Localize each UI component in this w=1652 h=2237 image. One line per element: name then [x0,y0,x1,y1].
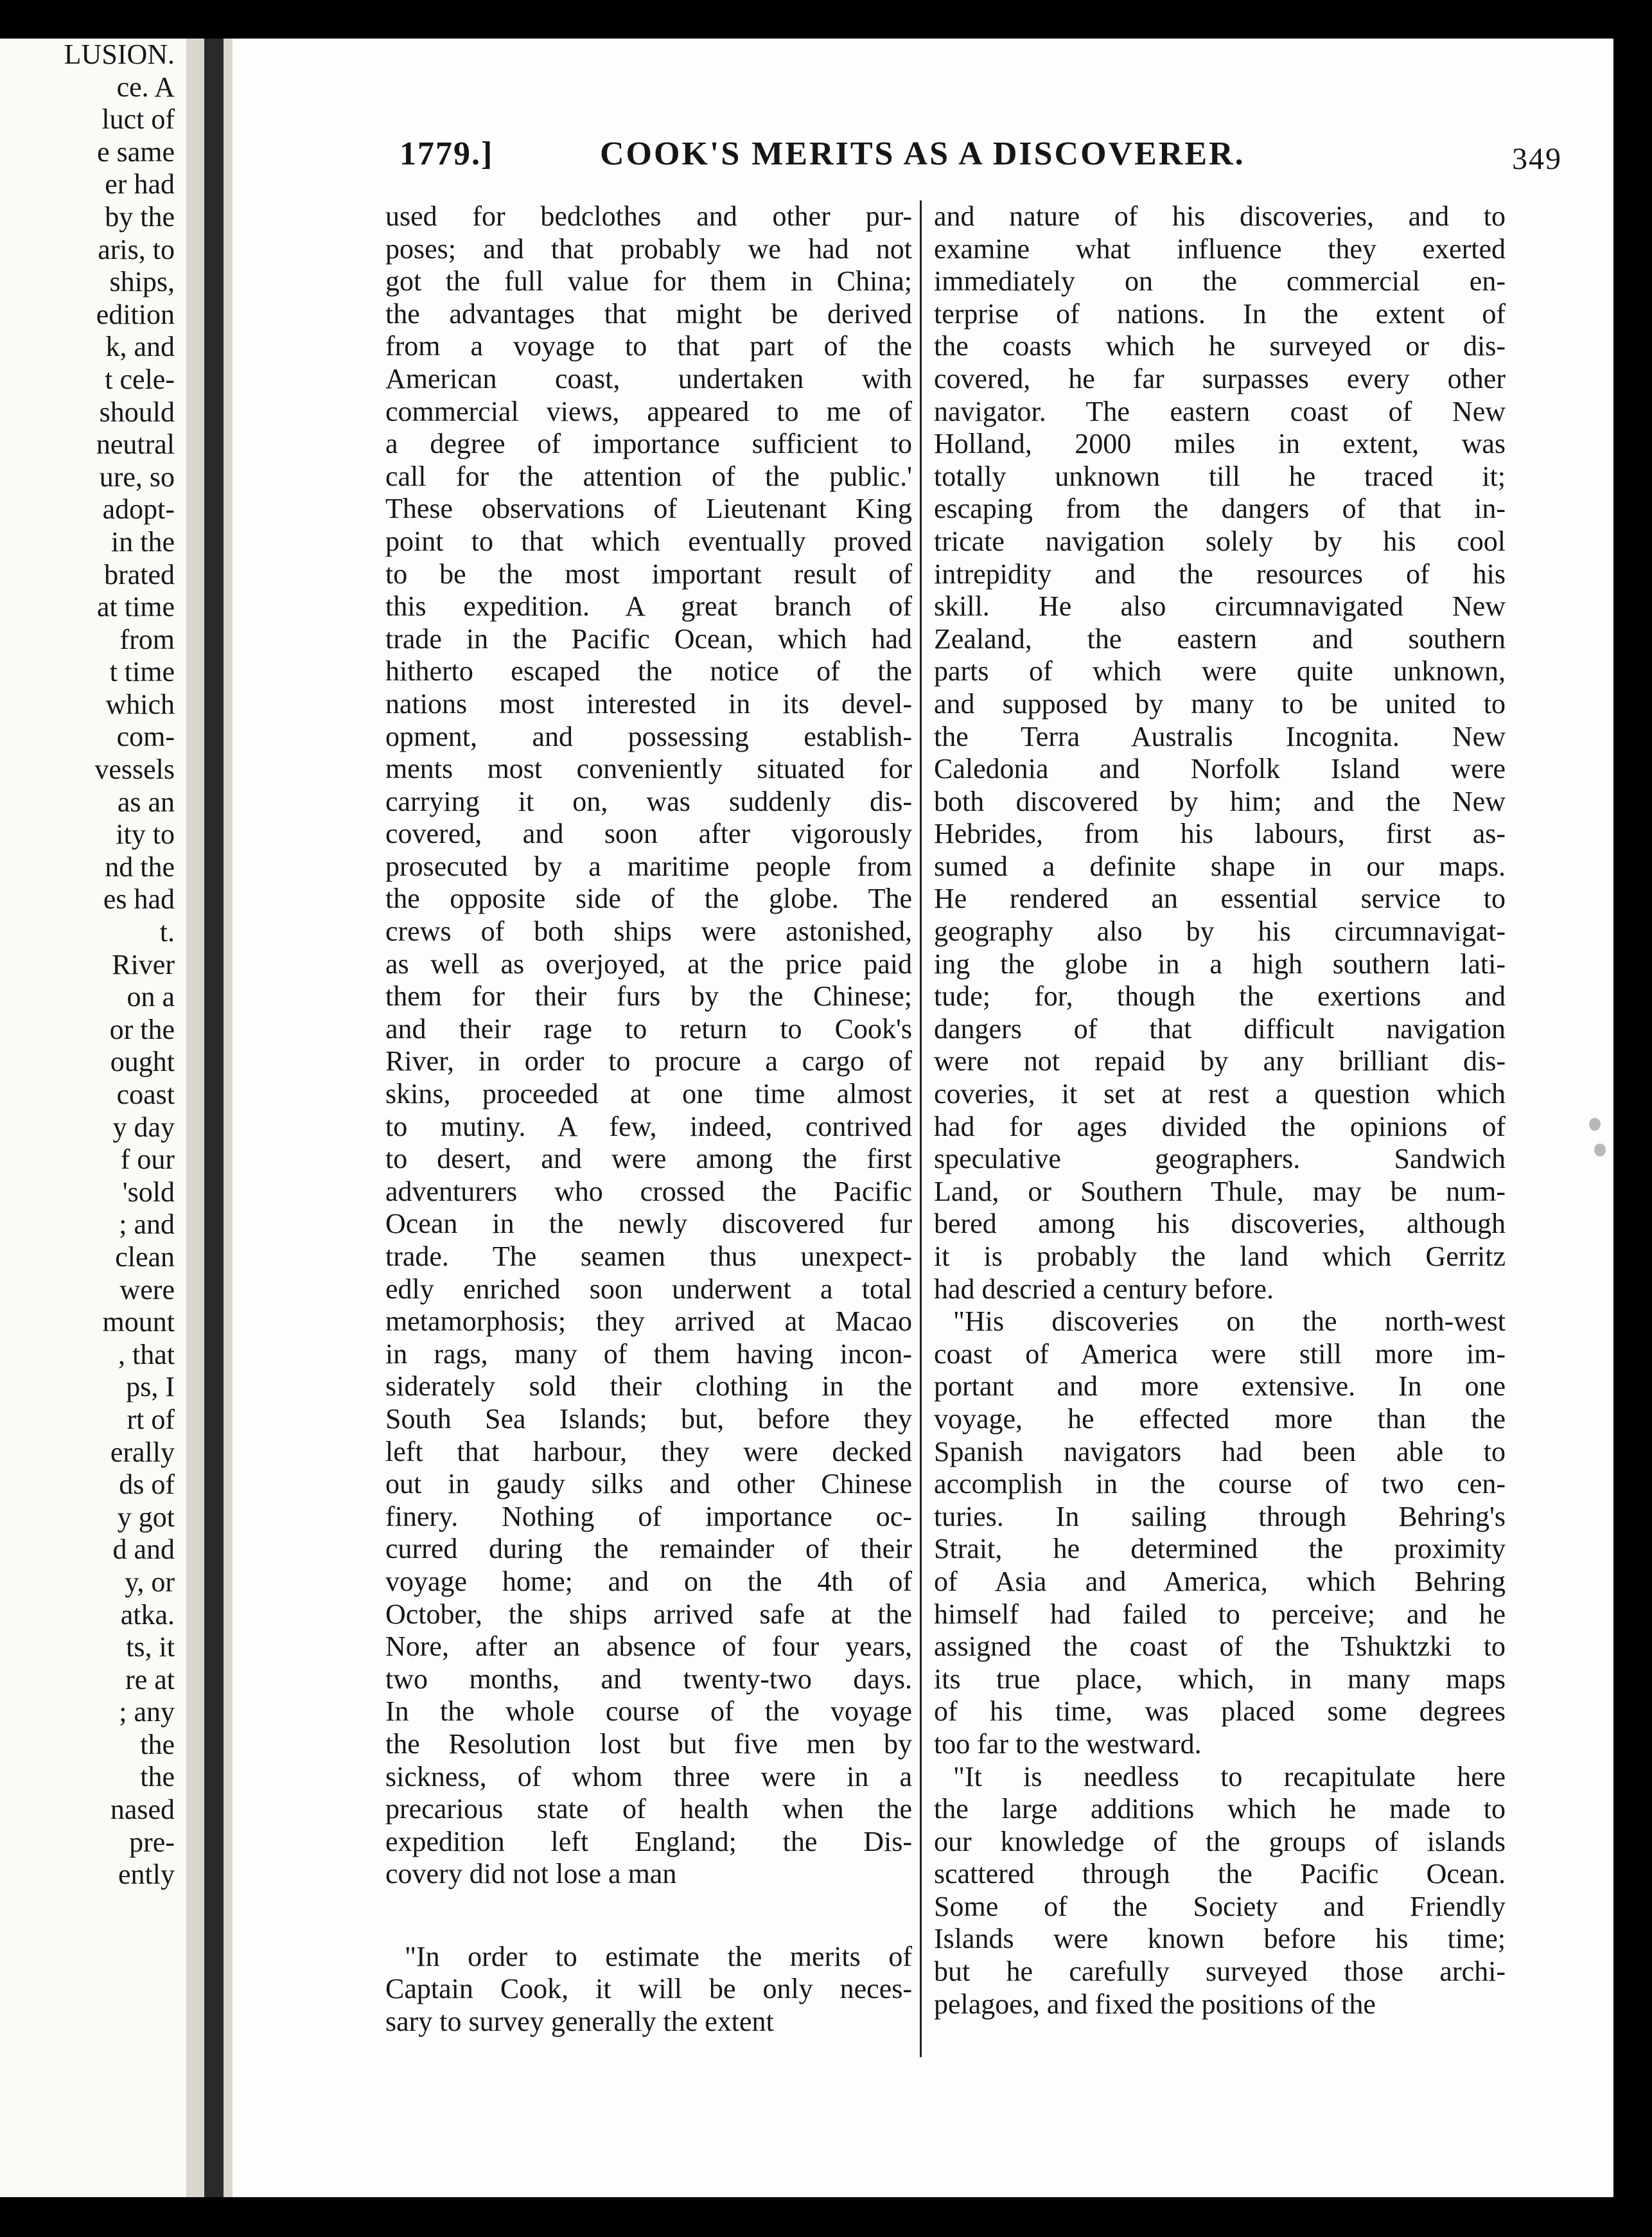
text-line: examine what influence they exerted [934,233,1506,265]
facing-page-line: by the [105,200,175,233]
facing-page-line: t time [109,656,175,688]
text-line: used for bedclothes and other pur- [385,200,912,232]
text-line: both discovered by him; and the New [934,785,1506,817]
text-line: Some of the Society and Friendly [934,1890,1506,1922]
facing-page-line: ; any [119,1696,175,1728]
text-line: and nature of his discoveries, and to [934,200,1506,232]
facing-page-line: nd the [105,851,175,883]
facing-page-line: clean [115,1241,175,1273]
facing-page-line: luct of [101,103,175,136]
text-line: American coast, undertaken with [385,362,912,394]
gutter-shadow [204,39,224,2197]
text-column-left [385,200,912,2038]
text-line: the opposite side of the globe. The [385,883,912,915]
text-line: intrepidity and the resources of his [934,558,1506,590]
text-line: had descried a century before. [934,1273,1274,1305]
text-line: sickness, of whom three were in a [385,1760,912,1792]
text-line: two months, and twenty-two days. [385,1663,912,1695]
facing-page-line: the [140,1761,175,1793]
facing-page-line: atka. [120,1598,175,1631]
facing-page-line: f our [120,1144,175,1176]
text-line: and their rage to return to Cook's [385,1012,912,1045]
text-line: Strait, he determined the proximity [934,1533,1506,1565]
text-line: its true place, which, in many maps [934,1663,1506,1695]
text-line: point to that which eventually proved [385,525,912,557]
text-line: South Sea Islands; but, before they [385,1402,912,1435]
text-line: opment, and possessing establish- [385,720,912,752]
facing-page-line: ts, it [126,1631,175,1663]
text-line: skins, proceeded at one time almost [385,1078,912,1110]
text-line: to be the most important result of [385,558,912,590]
text-line: nations most interested in its devel- [385,687,912,720]
page [233,39,1613,2197]
facing-page-line: er had [105,168,175,200]
scan-border-right [1613,0,1652,2237]
text-line: the coasts which he surveyed or dis- [934,330,1506,362]
text-line: trade in the Pacific Ocean, which had [385,623,912,655]
text-line: left that harbour, they were decked [385,1435,912,1467]
text-line: our knowledge of the groups of islands [934,1825,1506,1857]
text-line: Captain Cook, it will be only neces- [385,1973,912,2005]
facing-page-line: or the [109,1013,175,1045]
text-line: ing the globe in a high southern lati- [934,948,1506,980]
text-line: pelagoes, and fixed the positions of the [934,1988,1376,2020]
facing-page-line: y got [117,1501,175,1533]
text-line: dangers of that difficult navigation [934,1012,1506,1045]
text-line: coast of America were still more im- [934,1338,1506,1370]
text-line: as well as overjoyed, at the price paid [385,948,912,980]
facing-page-line: should [99,396,175,428]
facing-page-line: erally [110,1436,175,1468]
text-line: geography also by his circumnavigat- [934,915,1506,948]
text-line: himself had failed to perceive; and he [934,1598,1506,1630]
text-line: turies. In sailing through Behring's [934,1500,1506,1532]
facing-page-line: com- [116,721,175,753]
facing-page-line: ently [118,1859,175,1891]
text-line [385,1891,912,1941]
text-line: tricate navigation solely by his cool [934,525,1506,557]
header-title: COOK'S MERITS AS A DISCOVERER. [600,136,1245,172]
facing-page-line: as an [117,786,175,818]
text-line: speculative geographers. Sandwich [934,1143,1506,1175]
text-line: totally unknown till he traced it; [934,460,1506,492]
text-line: Hebrides, from his labours, first as- [934,818,1506,850]
text-line: escaping from the dangers of that in- [934,493,1506,525]
text-line: covery did not lose a man [385,1858,677,1890]
page-speck [1594,1144,1606,1156]
facing-page-line: which [105,688,175,720]
text-line: tude; for, though the exertions and [934,980,1506,1012]
text-line: from a voyage to that part of the [385,330,912,362]
text-line: October, the ships arrived safe at the [385,1598,912,1630]
facing-page-line: mount [102,1306,175,1338]
facing-page-line: rt of [127,1403,175,1435]
facing-page-line: ds of [119,1469,175,1501]
facing-page-line: brated [104,558,175,590]
text-line: He rendered an essential service to [934,883,1506,915]
text-line: adventurers who crossed the Pacific [385,1175,912,1207]
facing-page-line: , that [118,1338,175,1370]
facing-page-line: coast [116,1079,175,1110]
facing-page-line: ps, I [126,1371,175,1403]
facing-page-line: from [119,623,175,655]
facing-page-line: edition [96,298,175,330]
text-line: Spanish navigators had been able to [934,1435,1506,1467]
text-line: River, in order to procure a cargo of [385,1045,912,1077]
facing-page-line: d and [112,1534,175,1566]
text-line: precarious state of health when the [385,1793,912,1825]
text-line: carrying it on, was suddenly dis- [385,785,912,817]
text-line: Holland, 2000 miles in extent, was [934,428,1506,460]
facing-page-line: aris, to [98,233,175,265]
facing-page-line: es had [103,883,175,915]
text-line: this expedition. A great branch of [385,590,912,623]
facing-page-text [64,39,175,1891]
text-line: voyage, he effected more than the [934,1402,1506,1435]
text-line: poses; and that probably we had not [385,233,912,265]
facing-page-line: t cele- [105,363,175,395]
text-line: had for ages divided the opinions of [934,1110,1506,1142]
facing-page-line: ; and [119,1208,175,1241]
text-line: a degree of importance sufficient to [385,428,912,460]
text-line: the advantages that might be derived [385,297,912,330]
text-line: portant and more extensive. In one [934,1370,1506,1402]
text-line: parts of which were quite unknown, [934,655,1506,687]
text-line: "It is needless to recapitulate here [953,1760,1506,1792]
text-line: skill. He also circumnavigated New [934,590,1506,623]
facing-page-line: were [119,1273,175,1305]
text-line: "His discoveries on the north-west [953,1305,1506,1338]
text-line: assigned the coast of the Tshuktzki to [934,1631,1506,1663]
text-line: covered, he far surpasses every other [934,362,1506,394]
text-line: trade. The seamen thus unexpect- [385,1241,912,1272]
text-line: them for their furs by the Chinese; [385,980,912,1012]
facing-page-line: pre- [129,1826,175,1858]
facing-page-line: ought [110,1046,175,1078]
text-line: "In order to estimate the merits of [405,1940,912,1972]
column-rule [920,200,922,2057]
text-line: covered, and soon after vigorously [385,818,912,850]
text-line: bered among his discoveries, although [934,1208,1506,1240]
page-number: 349 [1512,142,1562,176]
text-line: Zealand, the eastern and southern [934,623,1506,655]
facing-page-line: River [112,948,175,980]
facing-page-line: on a [127,981,175,1013]
text-line: but he carefully surveyed those archi- [934,1956,1506,1988]
facing-page-line: nased [110,1794,175,1826]
facing-page-line: y day [112,1111,175,1143]
facing-page-line: neutral [96,429,175,461]
text-line: of Asia and America, which Behring [934,1565,1506,1597]
text-line: metamorphosis; they arrived at Macao [385,1305,912,1338]
facing-page-line: ships, [109,266,175,298]
text-line: were not repaid by any brilliant dis- [934,1045,1506,1077]
text-line: expedition left England; the Dis- [385,1825,912,1857]
text-line: sumed a definite shape in our maps. [934,850,1506,882]
facing-page-line: t. [159,916,175,948]
text-line: prosecuted by a maritime people from [385,850,912,882]
text-line: terprise of nations. In the extent of [934,297,1506,330]
facing-page-line: LUSION. [64,39,175,70]
text-line: hitherto escaped the notice of the [385,655,912,687]
text-line: the Terra Australis Incognita. New [934,720,1506,752]
text-line: to desert, and were among the first [385,1143,912,1175]
page-speck [1589,1118,1601,1131]
facing-page-line: ce. A [116,71,175,103]
text-line: crews of both ships were astonished, [385,915,912,948]
text-line: commercial views, appeared to me of [385,395,912,427]
facing-page-line: y, or [125,1566,175,1598]
facing-page-line: ure, so [99,461,175,493]
text-line: These observations of Lieutenant King [385,493,912,525]
text-line: edly enriched soon underwent a total [385,1273,912,1305]
facing-page-line: the [140,1728,175,1760]
text-line: scattered through the Pacific Ocean. [934,1858,1506,1890]
text-line: Nore, after an absence of four years, [385,1631,912,1663]
text-line: coveries, it set at rest a question which [934,1078,1506,1110]
text-line: sary to survey generally the extent [385,2006,774,2038]
facing-page-line: vessels [94,754,175,786]
facing-page-line: in the [111,526,175,558]
text-line: it is probably the land which Gerritz [934,1241,1506,1272]
text-line: immediately on the commercial en- [934,265,1506,297]
text-line: call for the attention of the public.' [385,460,912,492]
facing-page-line: at time [97,591,175,623]
text-line: Ocean in the newly discovered fur [385,1208,912,1240]
text-line: too far to the westward. [934,1728,1202,1760]
text-line: in rags, many of them having incon- [385,1338,912,1370]
text-line: to mutiny. A few, indeed, contrived [385,1110,912,1142]
text-line: of his time, was placed some degrees [934,1695,1506,1728]
text-column-right [934,200,1506,2020]
text-line: and supposed by many to be united to [934,687,1506,720]
facing-page-line: k, and [105,331,175,363]
text-line: Land, or Southern Thule, may be num- [934,1175,1506,1207]
facing-page-line: re at [125,1663,175,1695]
text-line: In the whole course of the voyage [385,1695,912,1728]
text-line: the Resolution lost but five men by [385,1728,912,1760]
text-line: out in gaudy silks and other Chinese [385,1468,912,1500]
text-line: navigator. The eastern coast of New [934,395,1506,427]
text-line: curred during the remainder of their [385,1533,912,1565]
text-line: the large additions which he made to [934,1793,1506,1825]
header-year: 1779.] [400,136,494,172]
facing-page-line: 'sold [122,1176,175,1208]
text-line: Islands were known before his time; [934,1923,1506,1955]
running-header [400,135,1562,180]
text-line: voyage home; and on the 4th of [385,1565,912,1597]
text-line: finery. Nothing of importance oc- [385,1500,912,1532]
text-line: siderately sold their clothing in the [385,1370,912,1402]
text-line: accomplish in the course of two cen- [934,1468,1506,1500]
text-line: ments most conveniently situated for [385,753,912,785]
facing-page-line: e same [97,136,175,168]
text-line: got the full value for them in China; [385,265,912,297]
facing-page-line: adopt- [102,493,175,526]
text-line: Caledonia and Norfolk Island were [934,753,1506,785]
facing-page-line: ity to [116,818,175,851]
facing-page [0,39,186,2197]
